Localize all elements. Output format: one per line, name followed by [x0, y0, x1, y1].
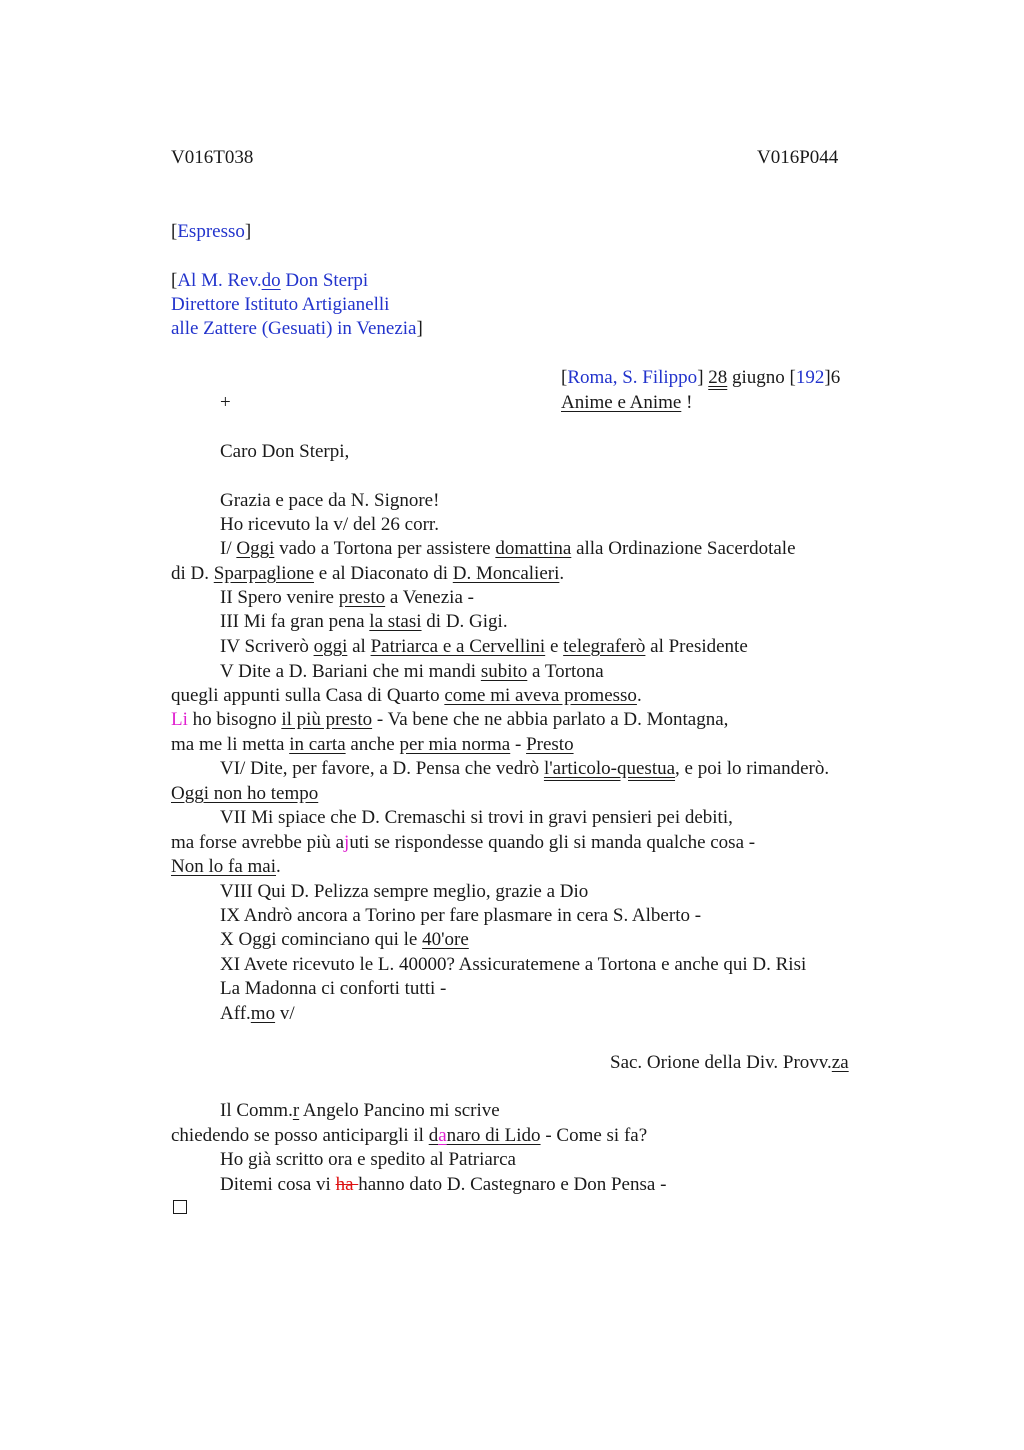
point-8: VIII Qui D. Pelizza sempre meglio, grazie a Dio — [220, 881, 589, 902]
point-4: IV Scriverò oggi al Patriarca e a Cervellini e telegraferò al Presidente — [220, 636, 748, 657]
body-greeting: Grazia e pace da N. Signore! — [220, 490, 440, 511]
address-text: Don Sterpi — [280, 270, 369, 291]
espresso-text: Espresso — [177, 221, 245, 242]
point-7-cont-2: Non lo fa mai. — [171, 856, 281, 877]
point-5-cont-3: ma me li metta in carta anche per mia norma - Presto — [171, 734, 574, 755]
point-1-cont: di D. Sparpaglione e al Diaconato di D. Moncalieri. — [171, 563, 565, 584]
dateline-year-editorial: 192 — [795, 367, 825, 388]
motto-tail: ! — [681, 392, 693, 413]
address-text: alle Zattere (Gesuati) in Venezia — [171, 318, 417, 339]
point-3: III Mi fa gran pena la stasi di D. Gigi. — [220, 611, 508, 632]
point-7: VII Mi spiace che D. Cremaschi si trovi in gravi pensieri pei debiti, — [220, 807, 733, 828]
point-9: IX Andrò ancora a Torino per fare plasmare in cera S. Alberto - — [220, 905, 702, 926]
address-line-3: alle Zattere (Gesuati) in Venezia] — [171, 318, 423, 339]
dateline-month: giugno — [727, 367, 790, 388]
postscript-line-4: Ditemi cosa vi ha hanno dato D. Castegnaro e Don Pensa - — [220, 1174, 667, 1195]
address-abbrev: do — [261, 270, 281, 291]
document-code-right: V016P044 — [757, 147, 839, 168]
point-6-cont: Oggi non ho tempo — [171, 783, 319, 804]
motto — [561, 392, 692, 414]
dateline: [Roma, S. Filippo] 28 giugno [192]6 — [561, 367, 841, 388]
point-7-cont-1: ma forse avrebbe più ajuti se rispondesse quando gli si manda qualche cosa - — [171, 832, 756, 853]
motto-text: Anime e Anime — [561, 392, 682, 413]
correction-mark: j — [344, 832, 350, 853]
cross-symbol: + — [220, 392, 231, 413]
point-2: II Spero venire presto a Venezia - — [220, 587, 474, 608]
correction-mark: a — [438, 1125, 447, 1146]
address-line-1: [Al M. Rev.do Don Sterpi — [171, 270, 369, 291]
point-1: I/ Oggi vado a Tortona per assistere domattina alla Ordinazione Sacerdotale — [220, 538, 796, 559]
deleted-text: ha — [335, 1174, 359, 1195]
dateline-place: Roma, S. Filippo — [567, 367, 698, 388]
dateline-day: 28 — [708, 367, 728, 388]
postscript-line-2: chiedendo se posso anticipargli il danaro di Lido - Come si fa? — [171, 1125, 648, 1146]
delivery-mode: [Espresso] — [171, 221, 252, 242]
point-5-cont-1: quegli appunti sulla Casa di Quarto come mi aveva promesso. — [171, 685, 642, 706]
point-11: XI Avete ricevuto le L. 40000? Assicuratemene a Tortona e anche qui D. Risi — [220, 954, 807, 975]
correction-mark: Li — [171, 709, 188, 730]
point-5-cont-2: Li ho bisogno il più presto - Va bene che ne abbia parlato a D. Montagna, — [171, 709, 729, 730]
point-5: V Dite a D. Bariani che mi mandi subito a Tortona — [220, 661, 604, 682]
address-text: Al M. Rev. — [177, 270, 262, 291]
point-10: X Oggi cominciano qui le 40'ore — [220, 929, 469, 950]
document-code-left: V016T038 — [171, 147, 254, 168]
blessing: La Madonna ci conforti tutti - — [220, 978, 447, 999]
point-6: VI/ Dite, per favore, a D. Pensa che vedrò l'articolo-questua, e poi lo rimanderò. — [220, 758, 830, 779]
closing: Aff.mo v/ — [220, 1003, 295, 1024]
dateline-year-digit: 6 — [830, 367, 841, 388]
end-of-document-box-icon — [173, 1200, 187, 1214]
postscript-line-3: Ho già scritto ora e spedito al Patriarca — [220, 1149, 516, 1170]
signature: Sac. Orione della Div. Provv.za — [610, 1052, 849, 1073]
body-received: Ho ricevuto la v/ del 26 corr. — [220, 514, 439, 535]
salutation: Caro Don Sterpi, — [220, 441, 350, 462]
postscript-line-1: Il Comm.r Angelo Pancino mi scrive — [220, 1100, 500, 1121]
address-line-2: Direttore Istituto Artigianelli — [171, 294, 390, 315]
